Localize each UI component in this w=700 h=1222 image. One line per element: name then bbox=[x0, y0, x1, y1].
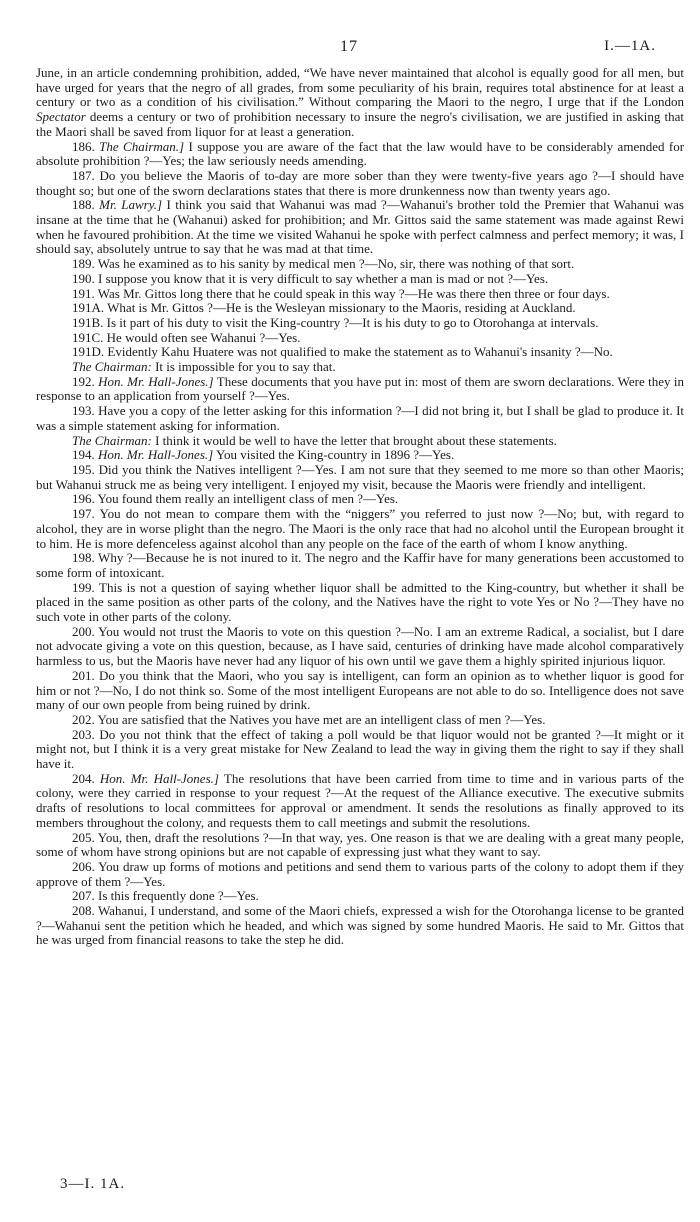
question-answer bbox=[36, 669, 684, 713]
question-number: 194. bbox=[72, 447, 98, 463]
speaker: The Chairman.] bbox=[99, 138, 185, 154]
question-answer bbox=[36, 551, 684, 580]
question-number: 205. bbox=[72, 829, 98, 845]
paragraph-text: Do you not think that the effect of taking a poll would be that liquor would not be granted ?—It might or it might not, but I think it is a very great mistake for New Zealand to lead the way in giving them the right to say if they shall have it. bbox=[36, 726, 685, 772]
speaker: Hon. Mr. Hall-Jones.] bbox=[98, 373, 214, 389]
question-answer bbox=[36, 316, 684, 331]
question-answer bbox=[36, 301, 684, 316]
document-body bbox=[36, 66, 684, 948]
question-answer bbox=[36, 772, 684, 831]
paragraph-text: I suppose you know that it is very difficult to say whether a man is mad or not ?—Yes. bbox=[98, 270, 549, 286]
paragraph-text: Was Mr. Gittos long there that he could speak in this way ?—He was there then three or four days. bbox=[97, 285, 610, 301]
paragraph-text: He would often see Wahanui ?—Yes. bbox=[106, 329, 301, 345]
question-answer bbox=[36, 345, 684, 360]
question-answer bbox=[36, 404, 684, 433]
sheet-signature: 3—I. 1A. bbox=[60, 1176, 126, 1192]
question-answer bbox=[36, 287, 684, 302]
paragraph-text: Is it part of his duty to visit the King-country ?—It is his duty to go to Otorohanga at intervals. bbox=[106, 314, 599, 330]
speaker: The Chairman: bbox=[72, 432, 152, 448]
paragraph-text: Evidently Kahu Huatere was not qualified to make the statement as to Wahanui's insanity ?—No. bbox=[107, 344, 613, 360]
question-answer bbox=[36, 889, 684, 904]
paragraph-text: You do not mean to compare them with the “niggers” you referred to just now ?—No; but, with regard to alcohol, they are in worse plight than the negro. The Maori is the only race that had no alcohol until the European brought it to him. He is more defenceless against alcohol than any people on the face of the earth of whom I know anything. bbox=[36, 506, 684, 551]
question-answer bbox=[36, 492, 684, 507]
paragraph-text: These documents that you have put in: most of them are sworn declarations. Were they in response to an application from yourself ?—Yes. bbox=[36, 373, 684, 404]
question-number: 191D. bbox=[72, 344, 108, 360]
paragraph-text: I suppose you are aware of the fact that the law would have to be considerably amended for absolute prohibition ?—Yes; the law seriously needs amending. bbox=[36, 138, 685, 169]
speaker: Hon. Mr. Hall-Jones.] bbox=[99, 770, 219, 786]
question-answer bbox=[36, 257, 684, 272]
paragraph-text: What is Mr. Gittos ?—He is the Wesleyan missionary to the Maoris, residing at Auckland. bbox=[107, 300, 576, 316]
paragraph-text: You draw up forms of motions and petitions and send them to various parts of the colony to adopt them if they approve of them ?—Yes. bbox=[36, 858, 684, 889]
question-number: 207. bbox=[72, 888, 98, 904]
question-answer bbox=[36, 198, 684, 257]
question-answer bbox=[36, 904, 684, 948]
question-number: 200. bbox=[72, 623, 99, 639]
question-answer bbox=[36, 581, 684, 625]
question-number: 192. bbox=[72, 373, 99, 389]
question-number: 197. bbox=[72, 506, 100, 522]
speaker: The Chairman: bbox=[72, 359, 152, 375]
question-number: 198. bbox=[72, 550, 99, 566]
paragraph-text: You, then, draft the resolutions ?—In that way, yes. One reason is that we are dealing with a great many people, some of whom have strong opinions but are not capable of expressing just what they want to say. bbox=[36, 829, 684, 860]
question-answer bbox=[36, 375, 684, 404]
paragraph-text: You would not trust the Maoris to vote on this question ?—No. I am an extreme Radical, a socialist, but I dare not advocate giving a vote on this question, because, as I have said, centuries of drinking have made alcohol comparatively harmless to us, but the Maoris have never had any liquor of his own until we gave them a highly spirited injurious liquor. bbox=[36, 623, 684, 669]
paragraph-text: You visited the King-country in 1896 ?—Yes. bbox=[215, 447, 455, 463]
question-answer bbox=[36, 507, 684, 551]
question-number: 190. bbox=[72, 270, 98, 286]
paragraph-text: I think you said that Wahanui was mad ?—Wahanui's brother told the Premier that Wahanui was insane at the time that he (Wahanui) asked for prohibition; and Mr. Gittos said the same statement was made against Rewi when he favoured prohibition. At the time we visited Wahanui he spoke with perfect calmness and perfect memory; it was, I should say, absolutely untrue to say that he was mad at that time. bbox=[36, 197, 684, 257]
question-answer bbox=[36, 331, 684, 346]
question-number: 206. bbox=[72, 858, 99, 874]
question-number: 191B. bbox=[72, 314, 107, 330]
question-number: 202. bbox=[72, 711, 98, 727]
paragraph bbox=[36, 66, 684, 140]
paragraph-text: Was he examined as to his sanity by medical men ?—No, sir, there was nothing of that sort. bbox=[97, 256, 575, 272]
question-answer bbox=[36, 448, 684, 463]
question-answer bbox=[36, 463, 684, 492]
question-number: 195. bbox=[72, 461, 99, 477]
question-answer bbox=[36, 272, 684, 287]
paragraph-text: You are satisfied that the Natives you have met are an intelligent class of men ?—Yes. bbox=[97, 711, 546, 727]
paragraph-text: Why ?—Because he is not inured to it. The negro and the Kaffir have for many generations been accustomed to some form of intoxicant. bbox=[36, 550, 685, 580]
question-number: 189. bbox=[72, 256, 98, 272]
paragraph-text: Have you a copy of the letter asking for this information ?—I did not bring it, but I shall be glad to produce it. It was a simple statement asking for information. bbox=[36, 403, 685, 433]
paragraph-text: Do you think that the Maori, who you say is intelligent, can form an opinion as to whether liquor is good for him or not ?—No, I do not think so. Some of the most intelligent Europeans are not able to do so. Intelligence does not save many of our own people from being ruined by drink. bbox=[36, 667, 685, 713]
paragraph-text: Is this frequently done ?—Yes. bbox=[98, 888, 259, 904]
paragraph-text: You found them really an intelligent class of men ?—Yes. bbox=[97, 491, 399, 507]
speaker: Hon. Mr. Hall-Jones.] bbox=[98, 447, 214, 463]
page-number: 17 bbox=[340, 38, 358, 55]
question-number: 187. bbox=[72, 167, 100, 183]
document-reference: I.—1A. bbox=[604, 38, 656, 54]
paragraph-text: Did you think the Natives intelligent ?—Yes. I am not sure that they seemed to me more so than other Maoris; but Wahanui struck me as being very intelligent. I enjoyed my visit, because the Maoris were friendly and intelligent. bbox=[36, 461, 684, 492]
paragraph-text: June, in an article condemning prohibition, added, “We have never maintained that alcohol is equally good for all men, but have urged for years that the negro of all grades, from some peculiarity of his brain, requires total abstinence for at least a century or two as a condition of his civilisation.” Without comparing the Maori to the negro, I urge that if the London Spectator deems a century or two of prohibition necessary to insure the negro's civilisation, we are justified in asking that the Maori shall be saved from liquor for at least a generation. bbox=[36, 65, 684, 139]
question-number: 201. bbox=[72, 667, 100, 683]
question-number: 191. bbox=[72, 285, 98, 301]
question-answer bbox=[36, 860, 684, 889]
question-number: 193. bbox=[72, 403, 99, 419]
question-answer bbox=[36, 169, 684, 198]
question-answer bbox=[36, 831, 684, 860]
question-number: 191C. bbox=[72, 329, 107, 345]
question-number: 191A. bbox=[72, 300, 108, 316]
question-answer bbox=[36, 140, 684, 169]
paragraph-text: Wahanui, I understand, and some of the Maori chiefs, expressed a wish for the Otorohanga license to be granted ?—Wahanui sent the petition which he headed, and which was signed by some hundred Maoris. He said to Mr. Gittos that he was urged from financial reasons to take the step he did. bbox=[36, 903, 684, 948]
question-number: 199. bbox=[72, 579, 100, 595]
paragraph-text: This is not a question of saying whether liquor shall be admitted to the King-country, but whether it shall be placed in the same position as other parts of the colony, and the Natives have the right to vote Yes or No ?—They have no such vote in other parts of the colony. bbox=[36, 579, 684, 625]
question-number: 188. bbox=[72, 197, 100, 213]
question-number: 204. bbox=[72, 770, 100, 786]
question-number: 196. bbox=[72, 491, 98, 507]
question-number: 186. bbox=[72, 138, 100, 154]
chairman-remark bbox=[36, 434, 684, 449]
question-answer bbox=[36, 728, 684, 772]
chairman-remark bbox=[36, 360, 684, 375]
question-answer bbox=[36, 625, 684, 669]
question-number: 208. bbox=[72, 903, 98, 919]
speaker: Mr. Lawry.] bbox=[99, 197, 163, 213]
question-number: 203. bbox=[72, 726, 100, 742]
paragraph-text: It is impossible for you to say that. bbox=[155, 359, 336, 375]
question-answer bbox=[36, 713, 684, 728]
paragraph-text: Do you believe the Maoris of to-day are more sober than they were twenty-five years ago ?—I should have thought so; but one of the sworn declarations states that there is more drunkenness now than twenty years ago. bbox=[36, 167, 684, 198]
paragraph-text: The resolutions that have been carried from time to time and in various parts of the colony, were they carried in response to your request ?—At the request of the Alliance executive. The executive submits drafts of resolutions to local committees for approval or amendment. It sends the resolutions as finally approved to its members throughout the colony, and requests them to call meetings and submit the resolutions. bbox=[36, 770, 684, 830]
paragraph-text: I think it would be well to have the letter that brought about these statements. bbox=[155, 432, 557, 448]
